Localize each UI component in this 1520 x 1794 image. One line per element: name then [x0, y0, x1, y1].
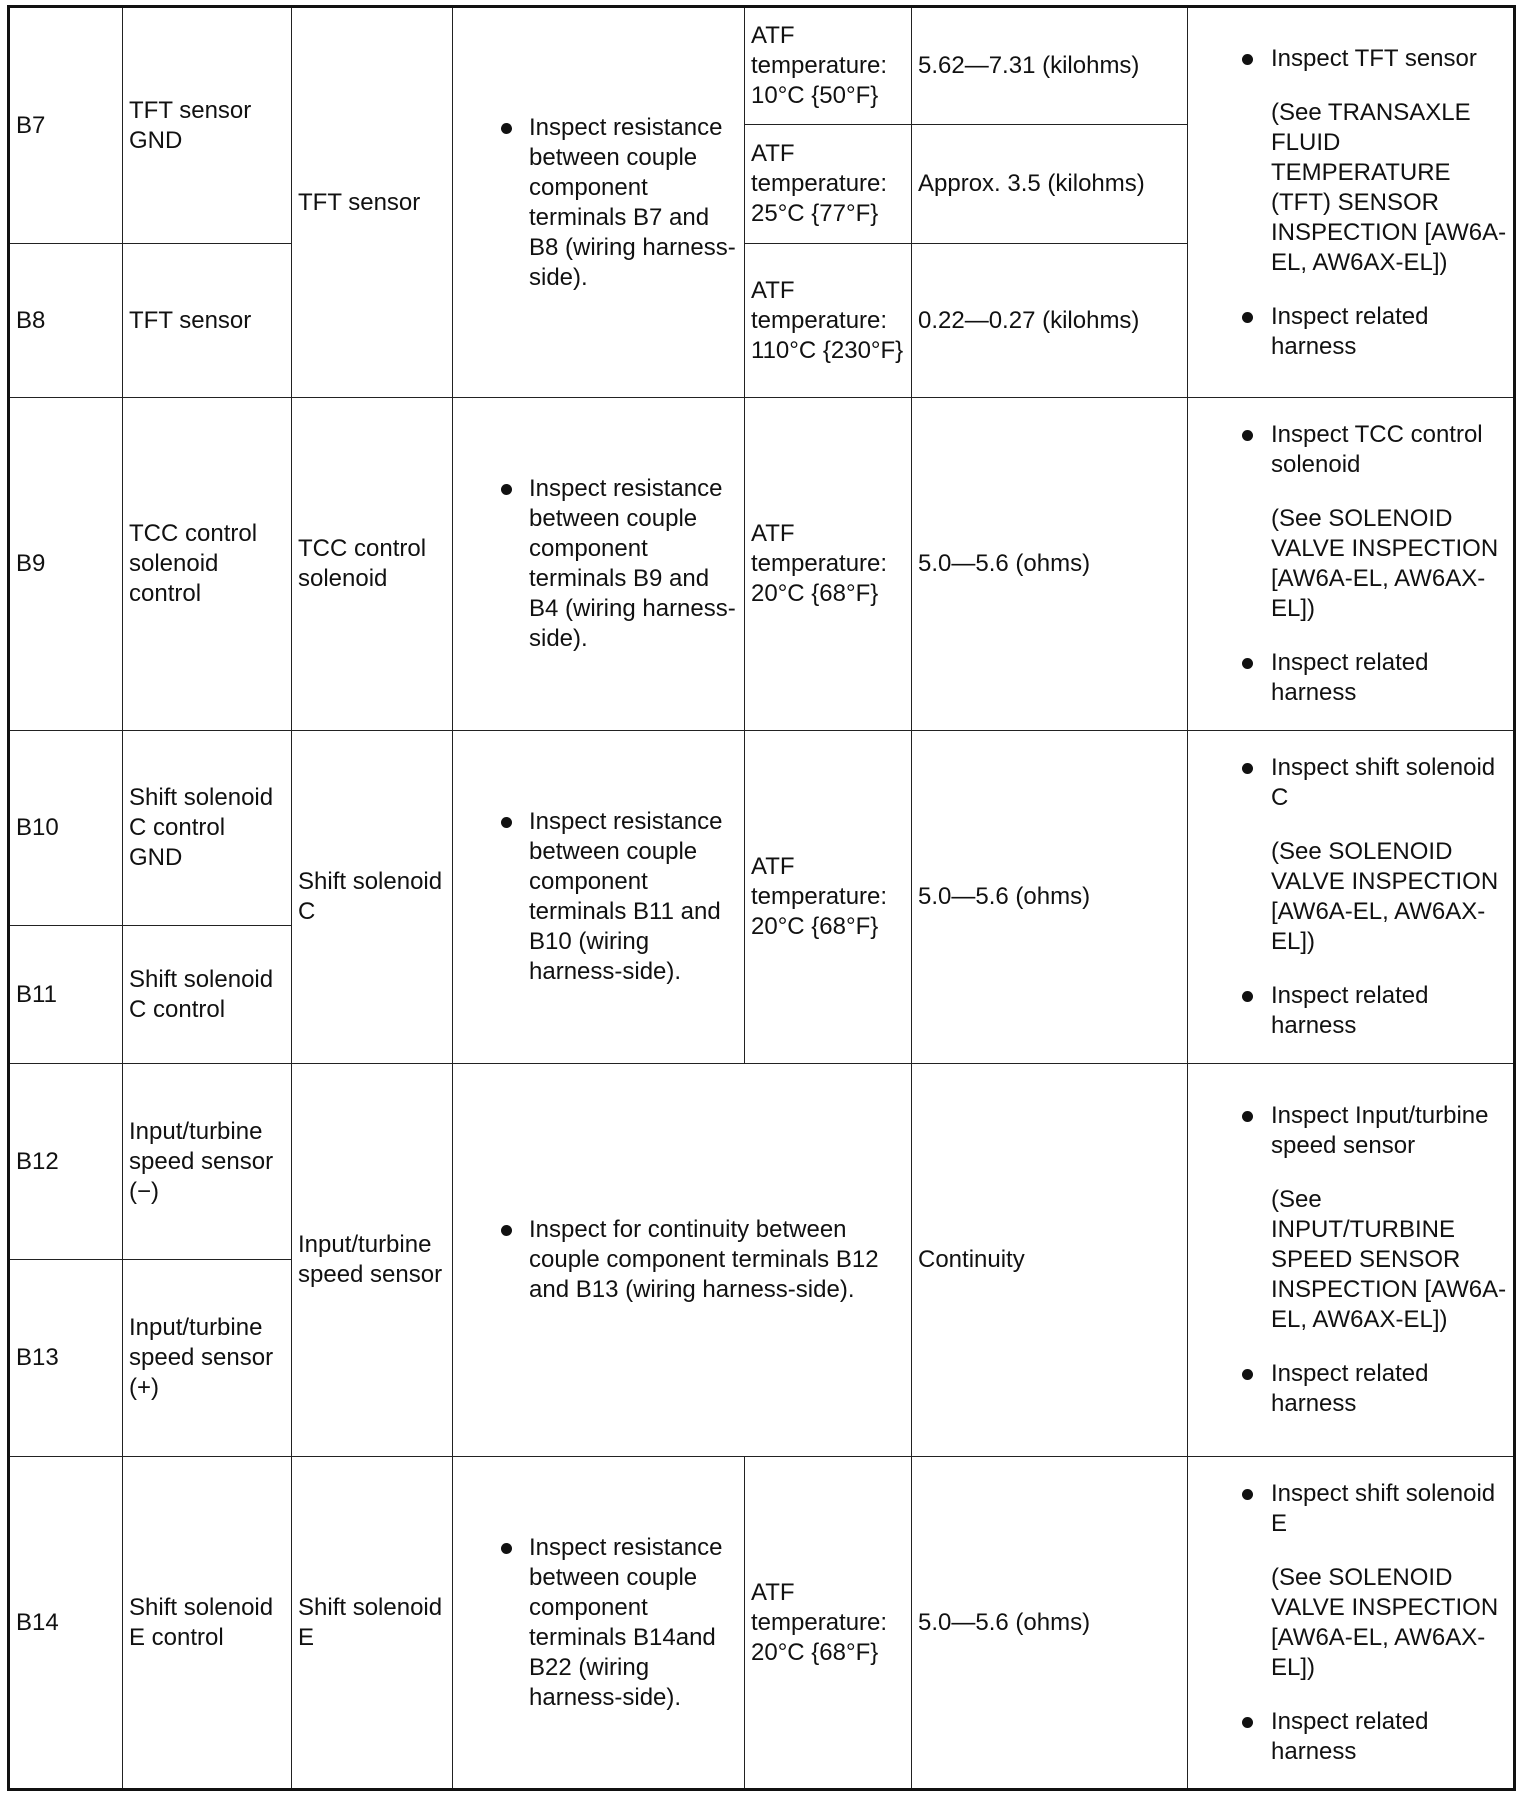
- reference-cell: [1188, 7, 1515, 398]
- component-cell: TCC control solenoid: [292, 398, 453, 731]
- action-bullet: Inspect resistance between couple component terminals B11 and B10 (wiring harness-side).: [459, 807, 738, 987]
- reference-cell: [1188, 1457, 1515, 1790]
- connected-to-cell: Shift solenoid C control: [123, 926, 292, 1064]
- action-cell: [453, 7, 745, 398]
- reference-cell: [1188, 398, 1515, 731]
- value-cell: Approx. 3.5 (kilohms): [912, 125, 1188, 244]
- ref-see-text: (See SOLENOID VALVE INSPECTION [AW6A-EL, AW6AX-EL]): [1271, 838, 1499, 955]
- value-cell: 5.0—5.6 (ohms): [912, 1457, 1188, 1790]
- reference-cell: [1188, 731, 1515, 1064]
- ref-harness-bullet: Inspect related harness: [1194, 1359, 1507, 1419]
- table-row: [9, 7, 1515, 125]
- connected-to-cell: Shift solenoid E control: [123, 1457, 292, 1790]
- action-cell: [453, 398, 745, 731]
- action-bullet: Inspect resistance between couple component terminals B7 and B8 (wiring harness-side).: [459, 113, 738, 293]
- ref-see-text: (See SOLENOID VALVE INSPECTION [AW6A-EL, AW6AX-EL]): [1271, 1563, 1499, 1681]
- ref-harness-bullet: Inspect related harness: [1194, 981, 1507, 1041]
- value-cell: Continuity: [912, 1064, 1188, 1457]
- value-cell: 5.0—5.6 (ohms): [912, 731, 1188, 1064]
- value-cell: 0.22—0.27 (kilohms): [912, 244, 1188, 398]
- ref-harness-bullet: Inspect related harness: [1194, 648, 1507, 708]
- terminal-cell: B8: [9, 244, 123, 398]
- ref-harness-bullet: Inspect related harness: [1194, 1707, 1507, 1767]
- condition-cell: ATF temperature: 10°C {50°F}: [745, 7, 912, 125]
- terminal-cell: B10: [9, 731, 123, 926]
- connected-to-cell: TFT sensor GND: [123, 7, 292, 244]
- component-cell: Shift solenoid E: [292, 1457, 453, 1790]
- condition-cell: ATF temperature: 20°C {68°F}: [745, 731, 912, 1064]
- table-row: [9, 1457, 1515, 1790]
- connected-to-cell: Input/turbine speed sensor (+): [123, 1260, 292, 1457]
- component-cell: Shift solenoid C: [292, 731, 453, 1064]
- component-cell: Input/turbine speed sensor: [292, 1064, 453, 1457]
- action-bullet: Inspect resistance between couple component terminals B14and B22 (wiring harness-side).: [459, 1533, 738, 1713]
- ref-inspect-bullet: Inspect shift solenoid C: [1194, 753, 1507, 813]
- table-row: [9, 1064, 1515, 1260]
- action-cell: [453, 1064, 912, 1457]
- ref-inspect-bullet: Inspect Input/turbine speed sensor: [1194, 1101, 1507, 1161]
- ref-see-text: (See TRANSAXLE FLUID TEMPERATURE (TFT) SENSOR INSPECTION [AW6A-EL, AW6AX-EL]): [1271, 98, 1507, 276]
- table-row: [9, 398, 1515, 731]
- value-cell: 5.0—5.6 (ohms): [912, 398, 1188, 731]
- table-row: [9, 731, 1515, 926]
- connected-to-cell: Input/turbine speed sensor (−): [123, 1064, 292, 1260]
- terminal-cell: B9: [9, 398, 123, 731]
- terminal-cell: B14: [9, 1457, 123, 1790]
- condition-cell: ATF temperature: 110°C {230°F}: [745, 244, 912, 398]
- action-cell: [453, 731, 745, 1064]
- ref-inspect-bullet: Inspect shift solenoid E: [1194, 1479, 1507, 1539]
- inspection-table: [7, 5, 1516, 1791]
- terminal-cell: B12: [9, 1064, 123, 1260]
- condition-cell: ATF temperature: 20°C {68°F}: [745, 1457, 912, 1790]
- condition-cell: ATF temperature: 20°C {68°F}: [745, 398, 912, 731]
- ref-see-text: (See SOLENOID VALVE INSPECTION [AW6A-EL, AW6AX-EL]): [1271, 505, 1499, 622]
- ref-harness-bullet: Inspect related harness: [1194, 302, 1507, 362]
- component-cell: TFT sensor: [292, 7, 453, 398]
- connected-to-cell: TCC control solenoid control: [123, 398, 292, 731]
- action-cell: [453, 1457, 745, 1790]
- terminal-cell: B7: [9, 7, 123, 244]
- reference-cell: [1188, 1064, 1515, 1457]
- terminal-cell: B13: [9, 1260, 123, 1457]
- value-cell: 5.62—7.31 (kilohms): [912, 7, 1188, 125]
- ref-inspect-bullet: Inspect TFT sensor: [1194, 44, 1507, 74]
- connected-to-cell: TFT sensor: [123, 244, 292, 398]
- connected-to-cell: Shift solenoid C control GND: [123, 731, 292, 926]
- ref-inspect-bullet: Inspect TCC control solenoid: [1194, 420, 1507, 480]
- condition-cell: ATF temperature: 25°C {77°F}: [745, 125, 912, 244]
- ref-see-text: (See INPUT/TURBINE SPEED SENSOR INSPECTION [AW6A-EL, AW6AX-EL]): [1271, 1186, 1507, 1333]
- action-bullet: Inspect for continuity between couple component terminals B12 and B13 (wiring harness-side).: [459, 1215, 905, 1305]
- action-bullet: Inspect resistance between couple component terminals B9 and B4 (wiring harness-side).: [459, 474, 738, 654]
- terminal-cell: B11: [9, 926, 123, 1064]
